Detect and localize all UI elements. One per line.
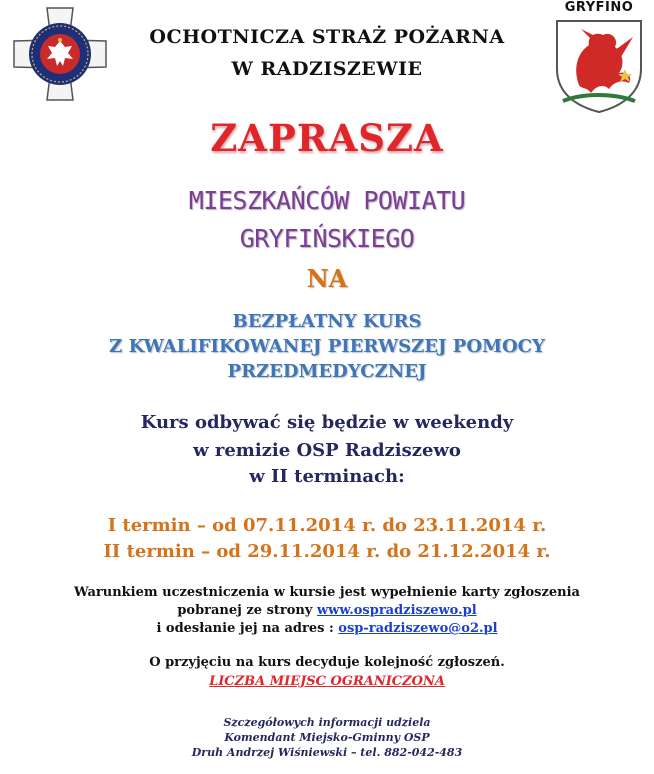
course-line2: Z KWALIFIKOWANEJ PIERWSZEJ POMOCY	[109, 336, 545, 357]
conditions-line4: O przyjęciu na kurs decyduje kolejność zgłoszeń.	[149, 655, 505, 670]
org-name-line1: OCHOTNICZA STRAŻ POŻARNA	[149, 26, 505, 48]
na-word: NA	[306, 264, 348, 293]
footer-line1: Szczegółowych informacji udziela	[223, 716, 431, 729]
course-line1: BEZPŁATNY KURS	[232, 311, 422, 332]
conditions-line1: Warunkiem uczestniczenia w kursie jest wypełnienie karty zgłoszenia	[74, 585, 580, 600]
schedule-line2: w remizie OSP Radziszewo	[193, 440, 461, 461]
schedule-line3: w II terminach:	[249, 466, 405, 487]
term-1: I termin – od 07.11.2014 r. do 23.11.2014 r.	[107, 515, 547, 536]
org-name-line2: W RADZISZEWIE	[231, 58, 423, 80]
invite-title: ZAPRASZA	[210, 116, 444, 160]
term-2: II termin – od 29.11.2014 r. do 21.12.2014 r.	[103, 541, 551, 562]
audience-line1: MIESZKAŃCÓW POWIATU	[188, 186, 466, 215]
website-link[interactable]: www.ospradziszewo.pl	[316, 603, 477, 618]
conditions-line2	[0, 603, 654, 618]
conditions-line2-prefix: pobranej ze strony	[177, 603, 317, 618]
footer-line3: Druh Andrzej Wiśniewski – tel. 882-042-483	[191, 746, 463, 759]
course-line3: PRZEDMEDYCZNEJ	[227, 361, 427, 382]
schedule-line1: Kurs odbywać się będzie w weekendy	[140, 412, 514, 433]
osp-emblem-logo	[10, 4, 110, 104]
gryfino-label: GRYFINO	[564, 0, 634, 15]
conditions-line3	[0, 621, 654, 636]
footer-line2: Komendant Miejsko-Gminny OSP	[224, 731, 430, 744]
conditions-line3-prefix: i odesłanie jej na adres :	[156, 621, 339, 636]
limited-places-notice: LICZBA MIEJSC OGRANICZONA	[209, 674, 445, 689]
audience-line2: GRYFIŃSKIEGO	[239, 224, 415, 253]
email-link[interactable]: osp-radziszewo@o2.pl	[338, 621, 498, 636]
